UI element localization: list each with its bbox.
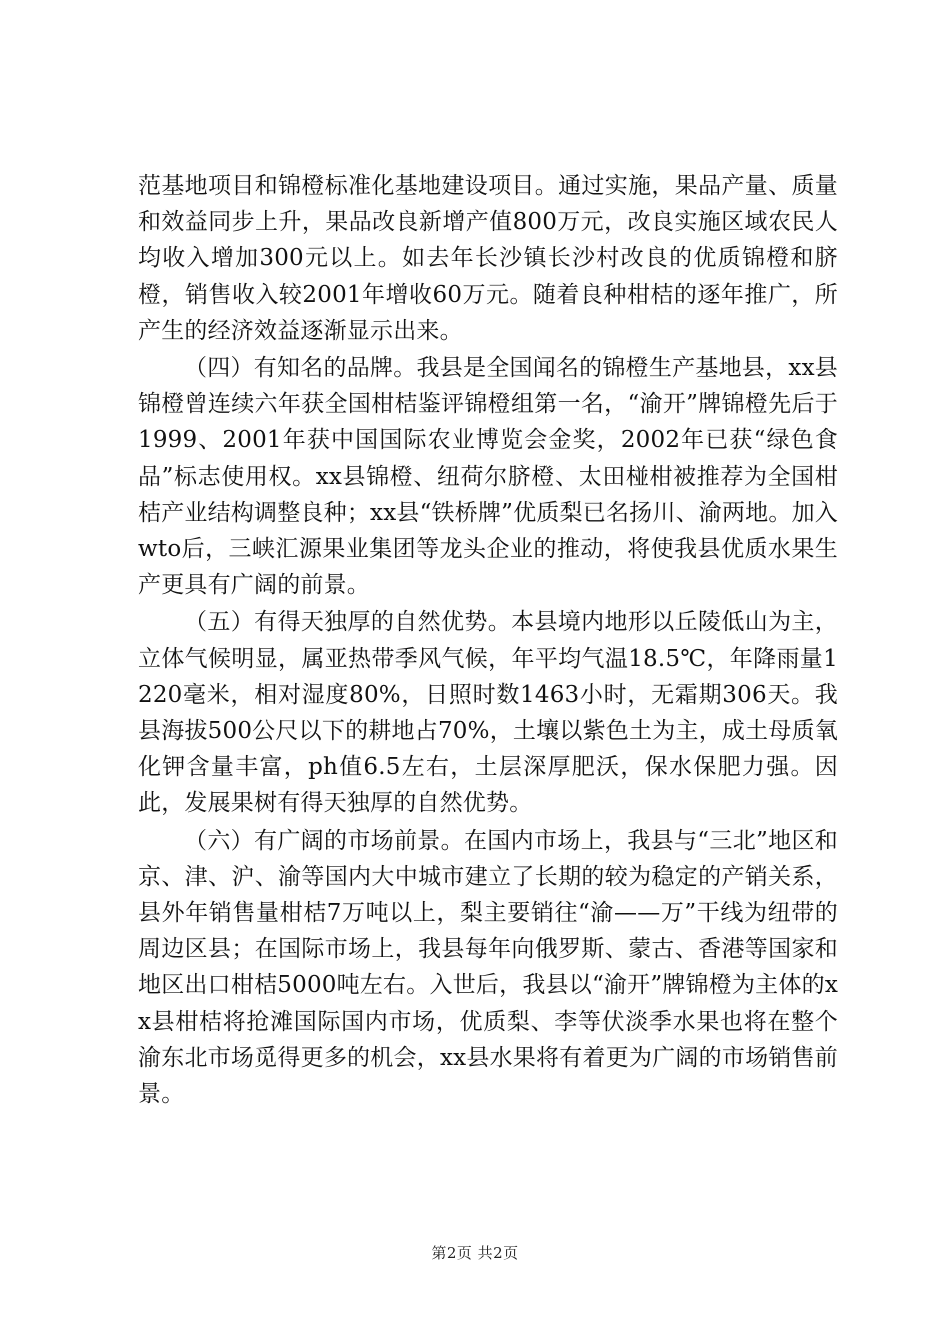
paragraph-continuation: 范基地项目和锦橙标准化基地建设项目。通过实施，果品产量、质量和效益同步上升，果品改良新增产值800万元，改良实施区域农民人均收入增加300元以上。如去年长沙镇长沙村改良的优质锦橙和脐橙，销售收入较2001年增收60万元。随着良种柑桔的逐年推广，所产生的经济效益逐渐显示出来。 bbox=[138, 173, 838, 344]
paragraph-known-brand: （四）有知名的品牌。我县是全国闻名的锦橙生产基地县，xx县锦橙曾连续六年获全国柑桔鉴评锦橙组第一名，“渝开”牌锦橙先后于1999、2001年获中国国际农业博览会金奖，2002年已获“绿色食品”标志使用权。xx县锦橙、纽荷尔脐橙、太田椪柑被推荐为全国柑桔产业结构调整良种；xx县“铁桥牌”优质梨已名扬川、渝两地。加入wto后，三峡汇源果业集团等龙头企业的推动，将使我县优质水果生产更具有广阔的前景。 bbox=[138, 355, 838, 599]
document-body bbox=[138, 168, 838, 1112]
paragraph-market-prospect: （六）有广阔的市场前景。在国内市场上，我县与“三北”地区和京、津、沪、渝等国内大中城市建立了长期的较为稳定的产销关系，县外年销售量柑桔7万吨以上，梨主要销往“渝——万”干线为纽带的周边区县；在国际市场上，我县每年向俄罗斯、蒙古、香港等国家和地区出口柑桔5000吨左右。入世后，我县以“渝开”牌锦橙为主体的xx县柑桔将抢滩国际国内市场，优质梨、李等伏淡季水果也将在整个渝东北市场觅得更多的机会，xx县水果将有着更为广阔的市场销售前景。 bbox=[138, 827, 838, 1108]
page-number-footer: 第2页 共2页 bbox=[431, 1244, 519, 1262]
paragraph-natural-advantage: （五）有得天独厚的自然优势。本县境内地形以丘陵低山为主，立体气候明显，属亚热带季风气候，年平均气温18.5℃，年降雨量1220毫米，相对湿度80%，日照时数1463小时，无霜期306天。我县海拔500公尺以下的耕地占70%，土壤以紫色土为主，成土母质氧化钾含量丰富，ph值6.5左右，土层深厚肥沃，保水保肥力强。因此，发展果树有得天独厚的自然优势。 bbox=[138, 609, 838, 817]
